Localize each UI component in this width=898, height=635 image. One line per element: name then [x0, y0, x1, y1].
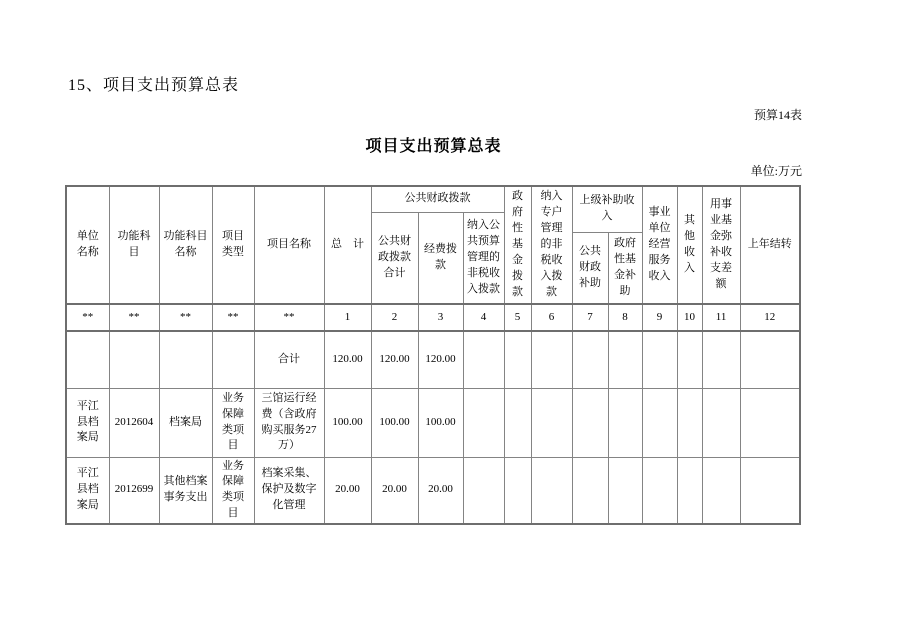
- cell-func-name-text: 其他档案事务支出: [163, 475, 208, 504]
- table-row: [66, 388, 800, 457]
- cell-pf-nontax: [463, 457, 504, 524]
- cell-special-nontax: [531, 331, 572, 388]
- cell-fund-balance: [702, 388, 740, 457]
- cell-func-name: [159, 331, 212, 388]
- cell-pf-total: 120.00: [371, 331, 418, 388]
- code-cell: 5: [504, 304, 531, 331]
- cell-pf-total: 20.00: [371, 457, 418, 524]
- cell-special-nontax: [531, 457, 572, 524]
- cell-operating-income: [642, 457, 677, 524]
- col-header-special-nontax-label: 纳入专户管理的非税收入拨款: [540, 190, 563, 298]
- code-cell: **: [212, 304, 254, 331]
- code-cell: 10: [677, 304, 702, 331]
- col-header-public-finance-group: 公共财政拨款: [371, 186, 504, 212]
- cell-pf-expense: 100.00: [418, 388, 463, 457]
- col-header-func-name: [159, 186, 212, 304]
- col-header-operating-income-label: 事业单位经营服务收入: [648, 206, 671, 282]
- col-header-pf-total-label: 公共财政拨款合计: [378, 234, 411, 279]
- cell-func-name: [159, 457, 212, 524]
- cell-fund-balance: [702, 457, 740, 524]
- table-number: 预算14表: [753, 108, 802, 122]
- cell-pf-nontax: [463, 388, 504, 457]
- cell-total: 20.00: [324, 457, 371, 524]
- cell-project-type: [212, 388, 254, 457]
- cell-project-type: [212, 331, 254, 388]
- cell-func-code: [109, 331, 159, 388]
- col-header-total: 总 计: [324, 186, 371, 304]
- cell-ss-public: [572, 388, 608, 457]
- col-header-ss-govfund-label: 政府性基金补助: [614, 236, 637, 297]
- cell-ss-public: [572, 457, 608, 524]
- code-cell: 2: [371, 304, 418, 331]
- table-row: [66, 457, 800, 524]
- cell-total: 100.00: [324, 388, 371, 457]
- cell-project-name: 三馆运行经费（含政府购买服务27万）: [254, 388, 324, 457]
- col-header-prev-carryover: 上年结转: [740, 186, 800, 304]
- cell-gov-fund: [504, 457, 531, 524]
- code-cell: 7: [572, 304, 608, 331]
- cell-pf-total: 100.00: [371, 388, 418, 457]
- col-header-func-code-label: 功能科目: [117, 230, 151, 258]
- col-header-fund-balance-label: 用事业基金弥补收支差额: [710, 198, 733, 290]
- col-header-other-income-label: 其他收入: [684, 214, 696, 274]
- cell-pf-expense: 20.00: [418, 457, 463, 524]
- col-header-ss-public-label: 公共财政补助: [579, 244, 602, 289]
- col-header-func-code: [109, 186, 159, 304]
- cell-project-name: 合计: [254, 331, 324, 388]
- col-header-special-nontax: [531, 186, 572, 304]
- code-cell: **: [159, 304, 212, 331]
- cell-unit-name: [66, 457, 109, 524]
- col-header-superior-subsidy-group-label: 上级补助收入: [579, 194, 635, 223]
- col-header-gov-fund-label: 政府性基金拨款: [512, 190, 524, 298]
- col-header-project-type-label: 项目类型: [222, 230, 244, 258]
- col-header-pf-total: [371, 212, 418, 304]
- cell-pf-expense: 120.00: [418, 331, 463, 388]
- col-header-gov-fund: [504, 186, 531, 304]
- cell-unit-name: [66, 331, 109, 388]
- cell-fund-balance: [702, 331, 740, 388]
- cell-unit-name: [66, 388, 109, 457]
- cell-unit-name-text: 平江县档案局: [76, 467, 99, 512]
- cell-operating-income: [642, 331, 677, 388]
- col-header-project-name: 项目名称: [254, 186, 324, 304]
- cell-project-type: [212, 457, 254, 524]
- code-cell: **: [66, 304, 109, 331]
- code-cell: 12: [740, 304, 800, 331]
- unit-label: 单位:万元: [750, 164, 802, 178]
- cell-ss-govfund: [608, 388, 642, 457]
- col-header-fund-balance: [702, 186, 740, 304]
- section-title: 15、项目支出预算总表: [68, 77, 240, 94]
- code-cell: 9: [642, 304, 677, 331]
- col-header-pf-nontax: [463, 212, 504, 304]
- budget-table: [65, 185, 801, 525]
- col-header-func-name-label: 功能科目名称: [163, 230, 208, 258]
- col-header-pf-nontax-label: 纳入公共预算管理的非税收入拨款: [467, 218, 501, 295]
- cell-func-code: 2012699: [109, 457, 159, 524]
- cell-prev-carryover: [740, 331, 800, 388]
- table-title: 项目支出预算总表: [365, 138, 502, 155]
- code-cell: 4: [463, 304, 504, 331]
- col-header-operating-income: [642, 186, 677, 304]
- cell-project-type-text: 业务保障类项目: [222, 459, 244, 520]
- code-cell: 3: [418, 304, 463, 331]
- code-cell: 11: [702, 304, 740, 331]
- col-header-ss-govfund: [608, 232, 642, 304]
- col-header-pf-expense-label: 经费拨款: [424, 242, 457, 271]
- cell-operating-income: [642, 388, 677, 457]
- cell-gov-fund: [504, 388, 531, 457]
- cell-gov-fund: [504, 331, 531, 388]
- code-cell: 6: [531, 304, 572, 331]
- cell-func-name: [159, 388, 212, 457]
- col-header-other-income: [677, 186, 702, 304]
- table-row-total: [66, 331, 800, 388]
- cell-other-income: [677, 457, 702, 524]
- cell-unit-name-text: 平江县档案局: [76, 399, 99, 444]
- cell-prev-carryover: [740, 388, 800, 457]
- cell-project-type-text: 业务保障类项目: [222, 391, 244, 452]
- code-cell: 8: [608, 304, 642, 331]
- col-header-unit-name-label: 单位名称: [76, 230, 99, 258]
- cell-func-code: 2012604: [109, 388, 159, 457]
- code-cell: **: [254, 304, 324, 331]
- col-header-pf-expense: [418, 212, 463, 304]
- cell-ss-public: [572, 331, 608, 388]
- cell-ss-govfund: [608, 457, 642, 524]
- code-cell: 1: [324, 304, 371, 331]
- cell-project-name: 档案采集、保护及数字化管理: [254, 457, 324, 524]
- code-cell: **: [109, 304, 159, 331]
- cell-special-nontax: [531, 388, 572, 457]
- col-header-project-type: [212, 186, 254, 304]
- cell-func-name-text: 档案局: [169, 415, 202, 428]
- cell-other-income: [677, 331, 702, 388]
- cell-other-income: [677, 388, 702, 457]
- cell-total: 120.00: [324, 331, 371, 388]
- cell-pf-nontax: [463, 331, 504, 388]
- col-header-unit-name: [66, 186, 109, 304]
- col-header-superior-subsidy-group: [572, 186, 642, 232]
- column-code-row: [66, 304, 800, 331]
- cell-ss-govfund: [608, 331, 642, 388]
- cell-prev-carryover: [740, 457, 800, 524]
- header-row-1: [66, 186, 800, 212]
- col-header-ss-public: [572, 232, 608, 304]
